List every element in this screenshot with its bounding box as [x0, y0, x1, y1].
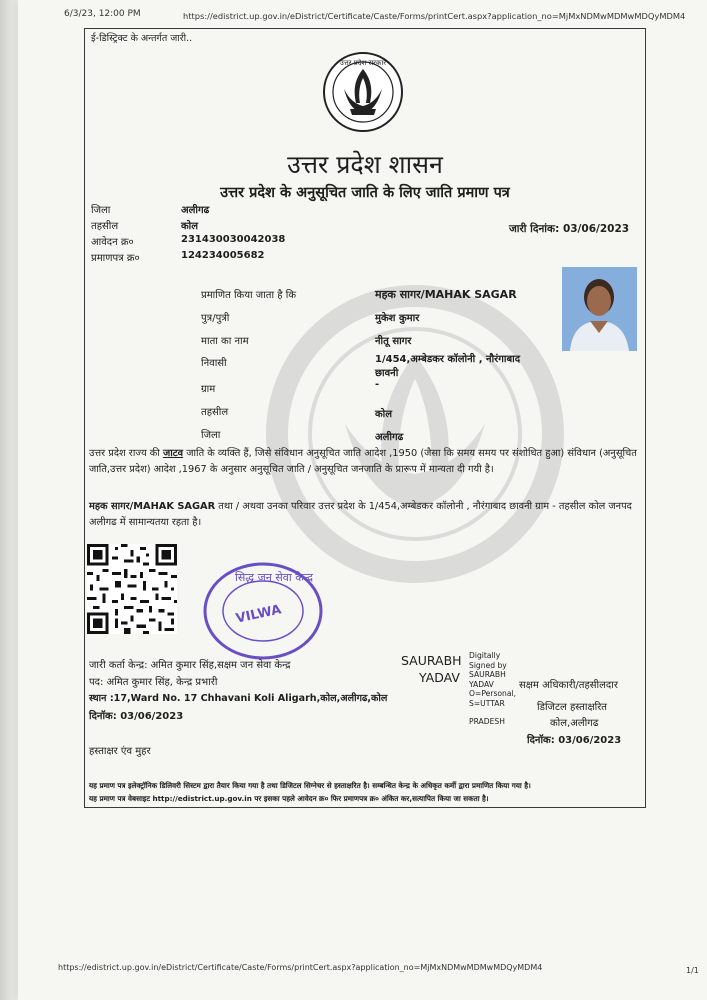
- caste-name: जाटव: [162, 448, 184, 459]
- issuer-date: दिनॉक: 03/06/2023: [89, 711, 184, 722]
- detail-label-mother: माता का नाम: [201, 336, 249, 347]
- detail-label-certify: प्रमाणित किया जाता है कि: [201, 290, 297, 301]
- top-note: ई-डिस्ट्रिक्ट के अन्तर्गत जारी..: [91, 33, 193, 44]
- digital-line: O=Personal,: [469, 689, 517, 698]
- digital-line: SAURABH: [469, 670, 506, 679]
- para1-post: जाति के व्यक्ति हैं, जिसे संविधान अनुसूचित जाति आदेश ,1950 (जैसा कि समय समय पर संशोधित हुआ) संविधान (अनुसूचित जाति,उत्तर प्रदेश) आदेश ,1967 के अनुसार अनुसूचित जाति / अनुसूचित जनजाति के प्रारूप में मान्यता दी गयी है।: [89, 448, 637, 475]
- detail-value-name: महक सागर/MAHAK SAGAR: [375, 288, 517, 301]
- signer-name-2: YADAV: [419, 670, 460, 685]
- footer-note-1: यह प्रमाण पत्र इलेक्ट्रॉनिक डिलिवरी सिस्टम द्वारा तैयार किया गया है तथा डिजिटल सिग्नेचर से हस्ताक्षरित है। सम्बन्धित केन्द्र के अधिकृत कर्मी द्वारा प्रमाणित किया गया है।: [89, 781, 531, 790]
- authority-date: दिनॉक: 03/06/2023: [527, 735, 622, 746]
- stamp-mid-text: VILWA: [234, 602, 283, 627]
- issuer-place: स्थान :17,Ward No. 17 Chhavani Koli Aligarh,कोल,अलीगढ,कोल: [89, 693, 388, 704]
- meta-value-tehsil: कोल: [181, 221, 199, 232]
- detail-label-resident: निवासी: [201, 358, 227, 369]
- print-url-footer: https://edistrict.up.gov.in/eDistrict/Certificate/Caste/Forms/printCert.aspx?application_no=MjMxNDMwMDMwMDQyMDM4: [58, 963, 543, 972]
- sign-seal-label: हस्ताक्षर एंव मुहर: [89, 746, 151, 757]
- print-page-number: 1/1: [686, 966, 699, 975]
- print-datetime: 6/3/23, 12:00 PM: [64, 9, 141, 19]
- print-url-header: https://edistrict.up.gov.in/eDistrict/Certificate/Caste/Forms/printCert.aspx?application_no=MjMxNDMwMDMwMDQyMDM4: [183, 11, 686, 21]
- stamp-top-text: सिद्ध जन सेवा केन्द्र: [235, 571, 313, 584]
- para2-rest: तथा / अथवा उनका परिवार उत्तर प्रदेश के 1/454,अम्बेडकर कॉलोनी , नौरंगाबाद छावनी ग्राम - तहसील कोल जनपद अलीगढ में सामान्यतया रहता है।: [89, 501, 632, 528]
- paragraph-caste: [89, 446, 641, 478]
- para1-pre: उत्तर प्रदेश राज्य की: [89, 448, 163, 459]
- meta-label-certificate: प्रमाणपत्र क्र०: [91, 253, 140, 264]
- certificate-title: उत्तर प्रदेश शासन: [287, 150, 443, 179]
- emblem-caption: उत्तर प्रदेश सरकार: [340, 59, 387, 67]
- detail-value-address-2: छावनी: [375, 368, 399, 379]
- detail-value-village: -: [375, 379, 380, 390]
- detail-label-child-of: पुत्र/पुत्री: [201, 313, 230, 324]
- meta-label-tehsil: तहसील: [91, 221, 119, 232]
- digital-line: Digitally: [469, 651, 501, 660]
- digital-line: YADAV: [469, 679, 494, 689]
- detail-label-village: ग्राम: [201, 384, 216, 395]
- detail-value-tehsil: कोल: [375, 409, 393, 420]
- digital-signature-block: [469, 651, 516, 727]
- rubber-stamp: [201, 561, 326, 661]
- digital-line: S=UTTAR: [469, 698, 505, 708]
- certificate-frame: [84, 28, 646, 808]
- authority-place: कोल,अलीगढ: [550, 718, 599, 729]
- watermark-emblem-icon: [265, 284, 565, 584]
- qr-code: [87, 544, 177, 634]
- detail-value-mother: नीतू सागर: [375, 336, 412, 347]
- paragraph-residence: [89, 499, 641, 531]
- issuer-centre: जारी कर्ता केन्द्र: अमित कुमार सिंह,सक्षम जन सेवा केन्द्र: [89, 660, 291, 671]
- authority-title: सक्षम अधिकारी/तहसीलदार: [519, 680, 618, 691]
- detail-label-district: जिला: [201, 430, 221, 441]
- meta-label-district: जिला: [91, 205, 111, 216]
- signer-name-1: SAURABH: [401, 653, 462, 668]
- detail-label-tehsil: तहसील: [201, 407, 229, 418]
- issuer-post: पद: अमित कुमार सिंह, केन्द्र प्रभारी: [89, 677, 218, 688]
- detail-value-address: 1/454,अम्बेडकर कॉलोनी , नौरंगाबाद: [375, 354, 521, 365]
- digital-line: Signed by: [469, 660, 507, 670]
- detail-value-father: मुकेश कुमार: [375, 313, 420, 324]
- meta-label-application: आवेदन क्र०: [91, 237, 134, 248]
- certificate-subtitle: उत्तर प्रदेश के अनुसूचित जाति के लिए जाति प्रमाण पत्र: [220, 185, 510, 201]
- meta-value-certificate: 124234005682: [181, 250, 265, 261]
- digital-line: PRADESH: [469, 717, 505, 726]
- detail-value-district: अलीगढ: [375, 432, 404, 443]
- footer-note-2: यह प्रमाण पत्र वेबसाइट http://edistrict.up.gov.in पर इसका पहले आवेदन क्र० फिर प्रमाणपत्र क्र० अंकित कर,सत्यापित किया जा सकता है।: [89, 794, 489, 803]
- applicant-photo: [562, 267, 637, 351]
- authority-signed: डिजिटल हस्ताक्षरित: [537, 702, 607, 713]
- para2-name: महक सागर/MAHAK SAGAR: [89, 501, 216, 512]
- issue-date: जारी दिनांक: 03/06/2023: [509, 223, 630, 235]
- meta-value-application: 231430030042038: [181, 234, 286, 245]
- meta-value-district: अलीगढ: [181, 205, 210, 216]
